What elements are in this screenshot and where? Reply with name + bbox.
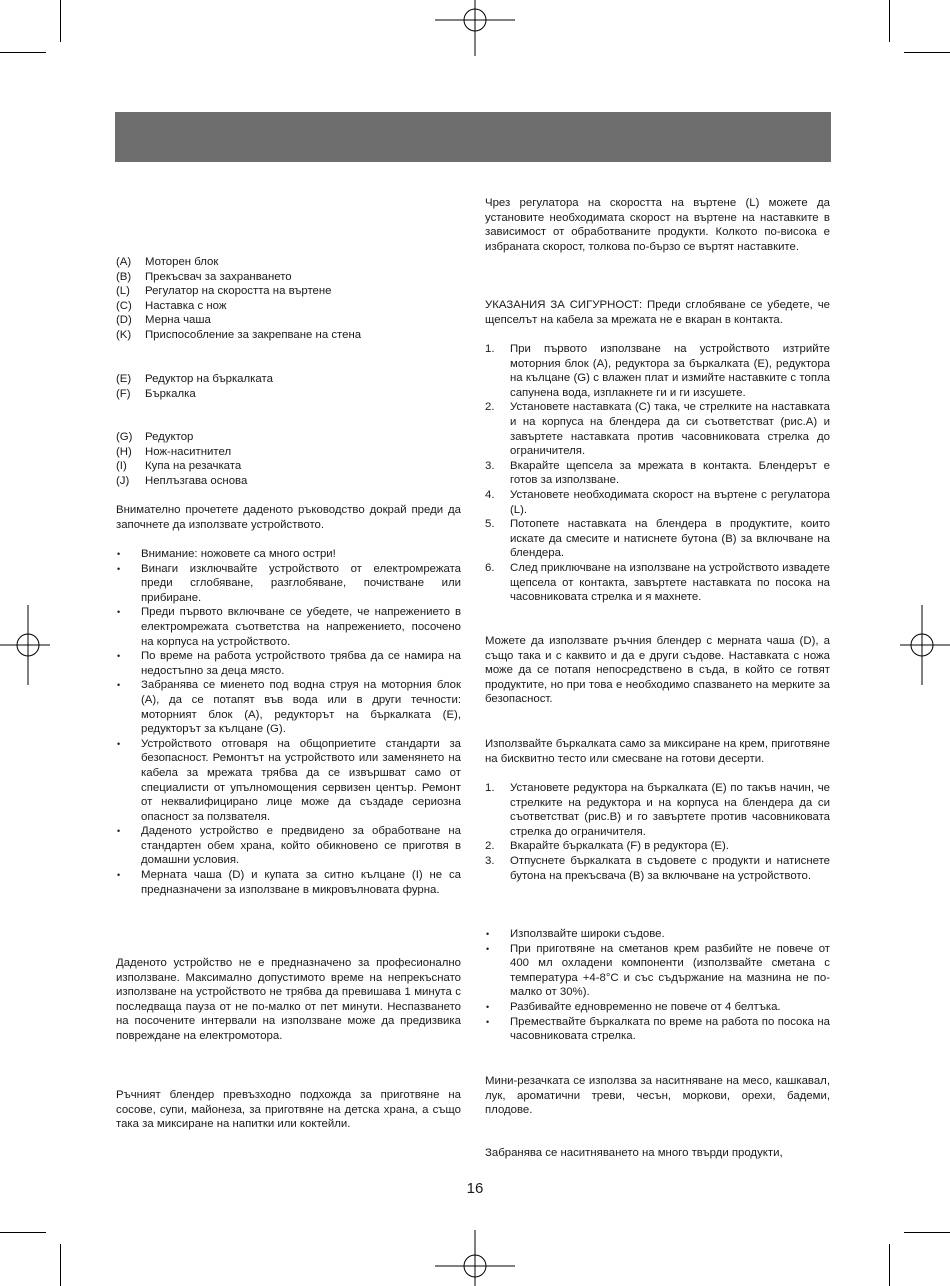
professional-use-paragraph: Даденото устройство не е предназначено за професионално използване. Максимално допустимото време на непрекъснато използване на устройството не трябва да превишава 1 минута с последваща пауза от не по-малко от пет минути. Неспазването на посочените интервали на използване може да предизвика повреждане на електромотора. [116, 957, 461, 1042]
whisk-steps-list [485, 781, 830, 883]
warning-item: • Винаги изключвайте устройството от електромрежата преди сглобяване, разглобяване, почистване или прибиране. [116, 562, 461, 606]
forbidden-paragraph: Забранява се наситняването на много твърди продукти, [485, 1147, 783, 1159]
parts-list-whisk [116, 372, 461, 401]
warning-item: • Внимание: ножовете са много остри! [116, 547, 461, 562]
step-item: 1. Установете редуктора на бъркалката (E) по такъв начин, че стрелките на редуктора и на корпуса на блендера да си съответстват (рис.В) и го завъртете против часовниковата стрелка до ограничителя. [485, 782, 830, 838]
step-item: 2. Вкарайте бъркалката (F) в редуктора (E). [485, 840, 729, 853]
safety-intro-paragraph: УКАЗАНИЯ ЗА СИГУРНОСТ: Преди сглобяване се убедете, че щепселът на кабела за мрежата не е вкаран в контакта. [485, 299, 830, 326]
crop-mark [904, 52, 950, 53]
tip-item: • Разбивайте едновременно не повече от 4 белтъка. [485, 1000, 830, 1015]
assembly-steps-list [485, 342, 830, 605]
warnings-list [116, 547, 461, 897]
part-item: (J) Неплъзгава основа [116, 474, 248, 487]
page-number: 16 [466, 1180, 484, 1197]
registration-mark-icon [435, 1230, 515, 1286]
warning-item: • Преди първото включване се убедете, че напрежението в електромрежата съответства на напрежението, посочено на корпуса на устройството. [116, 605, 461, 649]
crop-mark [904, 1232, 950, 1233]
step-item: 1. При първото използване на устройството изтрийте моторния блок (A), редуктора за бъркалката (E), редуктора на кълцане (G) с влажен плат и измийте наставките с топла сапунена вода, изплакнете ги и ги изсушете. [485, 343, 830, 399]
registration-mark-icon [0, 605, 50, 685]
part-item: (K) Приспособление за закрепване на стена [116, 328, 362, 341]
crop-mark [0, 1232, 46, 1233]
parts-list-blender [116, 255, 461, 343]
header-band [115, 112, 831, 162]
part-item: (C) Наставка с нож [116, 299, 227, 312]
step-item: 3. Отпуснете бъркалката в съдовете с продукти и натиснете бутона на прекъсвача (B) за включване на устройството. [485, 854, 830, 882]
tip-item: • При приготвяне на сметанов крем разбийте не повече от 400 мл охладени компоненти (използвайте сметана с температура +4-8°С и със съдържание на мазнина не по-малко от 30%). [485, 942, 830, 1000]
registration-mark-icon [900, 605, 950, 685]
cup-usage-paragraph: Можете да използвате ръчния блендер с мерната чаша (D), а също така и с каквито и да е други съдове. Наставката с ножа може да се потапя непосредствено в съда, в който се готвят продуктите, но при това е необходимо спазването на мерките за безопасност. [485, 635, 830, 706]
step-item: 3. Вкарайте щепсела за мрежата в контакта. Блендерът е готов за използване. [485, 459, 830, 487]
warning-item: • По време на работа устройството трябва да се намира на недостъпно за деца място. [116, 649, 461, 678]
crop-mark [889, 0, 890, 42]
chopper-paragraph: Мини-резачката се използва за наситняване на месо, кашкавал, лук, ароматични треви, чесън, моркови, орехи, бадеми, плодове. [485, 1075, 830, 1117]
part-item: (B) Прекъсвач за захранването [116, 270, 292, 283]
part-item: (L) Регулатор на скоростта на въртене [116, 285, 332, 298]
warning-item: • Мерната чаша (D) и купата за ситно кълцане (I) не са предназначени за използване в микровълновата фурна. [116, 868, 461, 897]
crop-mark [60, 0, 61, 42]
warning-item: • Даденото устройство е предвидено за обработване на стандартен обем храна, който обикновено се приготвя в домашни условия. [116, 824, 461, 868]
whisk-intro-paragraph: Използвайте бъркалката само за миксиране на крем, приготвяне на бисквитно тесто или смесване на готови десерти. [485, 738, 830, 765]
part-item: (A) Моторен блок [116, 256, 219, 268]
crop-mark [0, 52, 46, 53]
registration-mark-icon [435, 0, 515, 56]
usage-paragraph: Ръчният блендер превъзходно подхожда за приготвяне на сосове, супи, майонеза, за приготвяне на детска храна, а също така за миксиране на напитки или коктейли. [116, 1089, 461, 1131]
part-item: (H) Нож-наситнител [116, 445, 232, 458]
speed-paragraph: Чрез регулатора на скоростта на въртене (L) можете да установите необходимата скорост на въртене на наставките в зависимост от обработваните продукти. Колкото по-висока е избраната скорост, толкова по-бързо се въртят наставките. [485, 197, 830, 253]
step-item: 2. Установете наставката (C) така, че стрелките на наставката и на корпуса на блендера да си съответстват (рис.А) и завъртете наставката против часовниковата стрелка до ограничителя. [485, 401, 830, 458]
whisk-tips-list [485, 927, 830, 1044]
warning-item: • Устройството отговаря на общоприетите стандарти за безопасност. Ремонтът на устройството или заменянето на кабела за мрежата трябва да се извършват само от специалисти от упълномощения сервизен център. Ремонт от неквалифицирано лице може да създаде сериозна опасност за ползвателя. [116, 737, 461, 825]
tip-item: • Използвайте широки съдове. [485, 927, 830, 942]
step-item: 5. Потопете наставката на блендера в продуктите, които искате да смесите и натиснете бутона (B) за включване на блендера. [485, 518, 830, 560]
crop-mark [889, 1244, 890, 1286]
part-item: (D) Мерна чаша [116, 314, 211, 327]
part-item: (G) Редуктор [116, 431, 194, 443]
step-item: 4. Установете необходимата скорост на въртене с регулатора (L). [485, 488, 830, 516]
part-item: (I) Купа на резачката [116, 460, 242, 473]
crop-mark [60, 1244, 61, 1286]
part-item: (E) Редуктор на бъркалката [116, 373, 273, 385]
tip-item: • Премествайте бъркалката по време на работа по посока на часовниковата стрелка. [485, 1015, 830, 1044]
step-item: 6. След приключване на използване на устройството извадете щепсела от контакта, завъртете наставката по посока на часовниковата стрелка и я махнете. [485, 561, 830, 604]
warning-item: • Забранява се миенето под водна струя на моторния блок (A), да се потапят във вода или в други течности: моторният блок (A), редукторът на бъркалката (E), редукторът за кълцане (G). [116, 678, 461, 736]
part-item: (F) Бъркалка [116, 387, 196, 400]
parts-list-chopper [116, 430, 461, 488]
intro-paragraph: Внимателно прочетете даденото ръководство докрай преди да започнете да използвате устройството. [116, 504, 461, 531]
